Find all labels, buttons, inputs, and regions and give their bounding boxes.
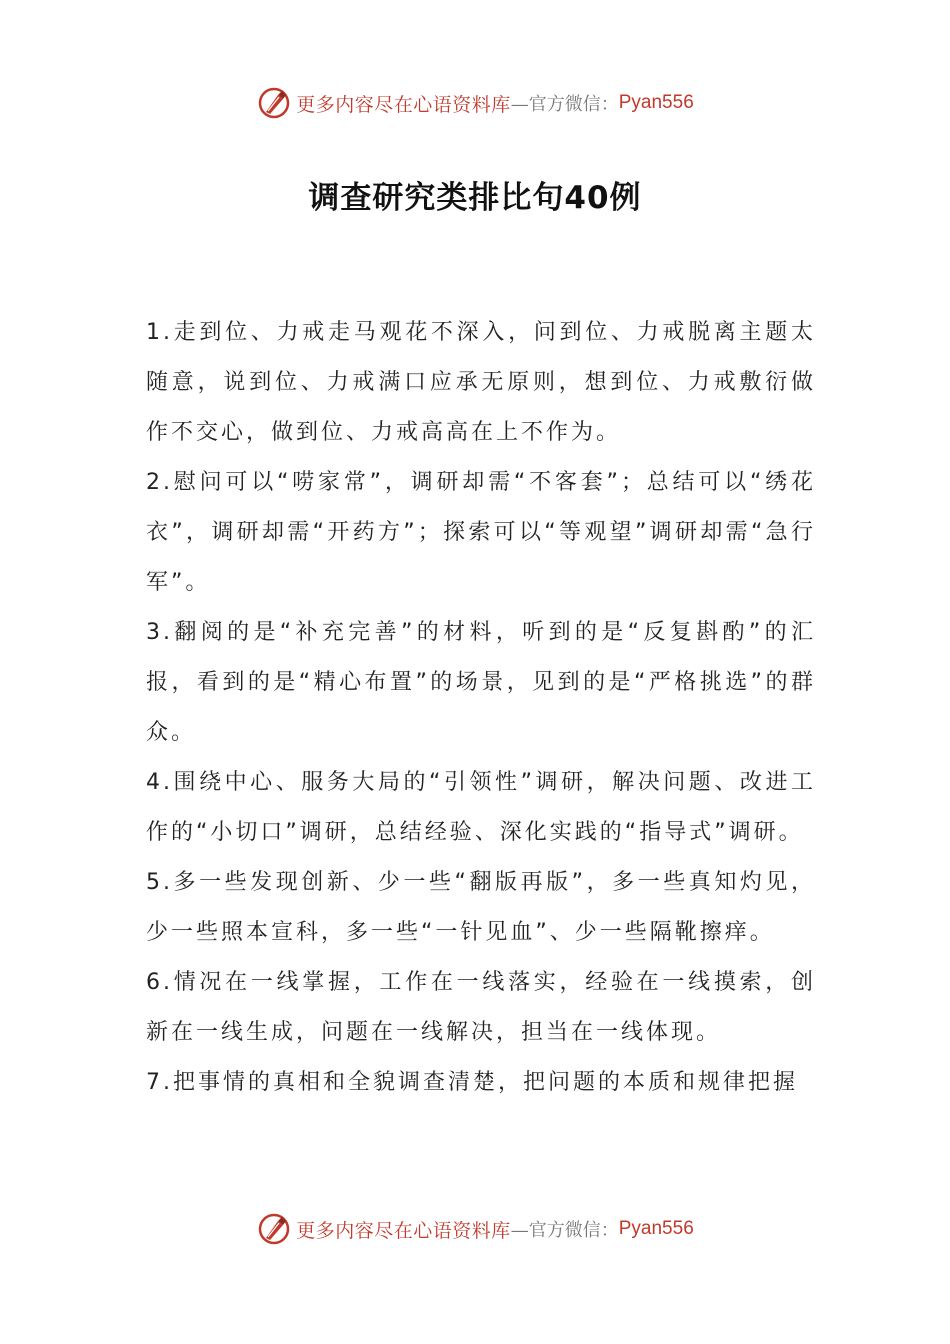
banner-wechat-id: Pyan556 [618,92,694,113]
document-body [146,308,816,1108]
banner-sub-text: —官方微信： [510,1220,619,1241]
paragraph-3: 3.翻阅的是“补充完善”的材料，听到的是“反复斟酌”的汇报，看到的是“精心布置”的场景，见到的是“严格挑选”的群众。 [146,620,816,745]
page-title: 调查研究类排比句40例 [308,180,642,216]
paragraph-4: 4.围绕中心、服务大局的“引领性”调研，解决问题、改进工作的“小切口”调研，总结经验、深化实践的“指导式”调研。 [146,770,816,845]
paragraph-2: 2.慰问可以“唠家常”，调研却需“不客套”；总结可以“绣花衣”，调研却需“开药方”；探索可以“等观望”调研却需“急行军”。 [146,470,816,595]
paragraph-1: 1.走到位、力戒走马观花不深入，问到位、力戒脱离主题太随意，说到位、力戒满口应承无原则，想到位、力戒敷衍做作不交心，做到位、力戒高高在上不作为。 [146,320,816,445]
paragraph-7: 7.把事情的真相和全貌调查清楚，把问题的本质和规律把握 [146,1070,798,1095]
banner-sub-text: —官方微信： [510,94,619,115]
pen-nib-logo-icon [256,1211,292,1247]
pen-nib-logo-icon [256,85,292,121]
paragraph-6: 6.情况在一线掌握，工作在一线落实，经验在一线摸索，创新在一线生成，问题在一线解决，担当在一线体现。 [146,970,816,1045]
banner-main-text: 更多内容尽在心语资料库 [296,1219,511,1242]
paragraph-5: 5.多一些发现创新、少一些“翻版再版”，多一些真知灼见，少一些照本宣科，多一些“一针见血”、少一些隔靴擦痒。 [146,870,816,945]
footer-banner [0,1204,950,1254]
banner-wechat-id: Pyan556 [618,1218,694,1239]
header-banner [0,78,950,128]
banner-main-text: 更多内容尽在心语资料库 [296,93,511,116]
